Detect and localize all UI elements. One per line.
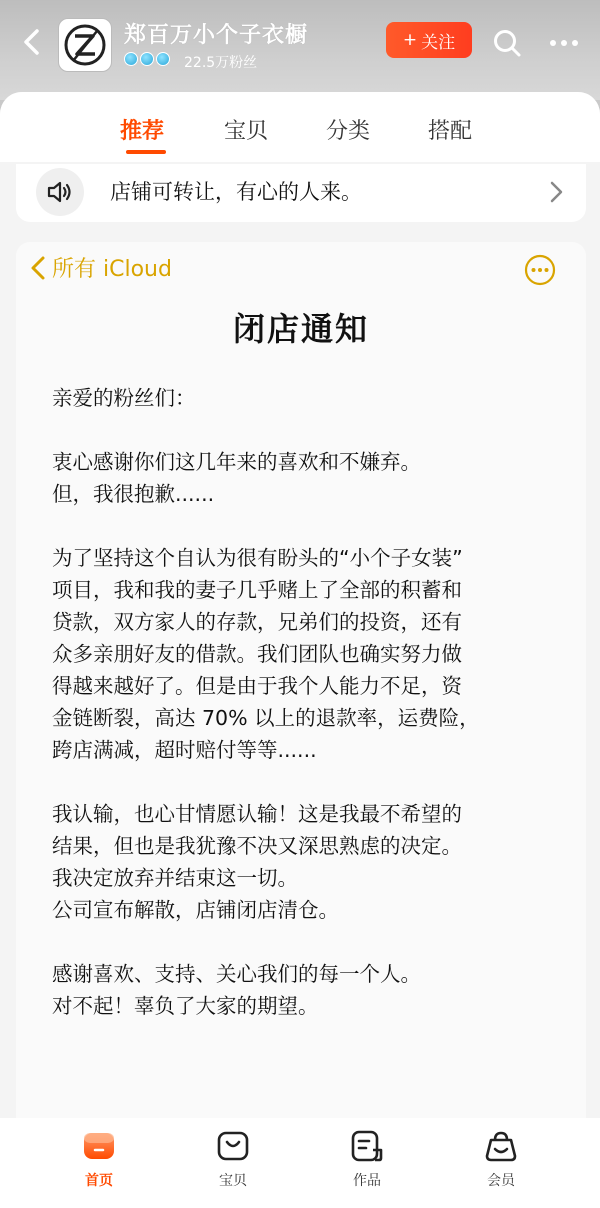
tab-recommend[interactable]: 推荐 <box>120 119 165 144</box>
store-logo[interactable] <box>58 18 112 72</box>
nav-member[interactable] <box>466 1128 536 1190</box>
notice-line: 对不起！辜负了大家的期望。 <box>52 994 319 1018</box>
notice-line: 亲爱的粉丝们： <box>52 386 196 410</box>
notice-line: 结果，但也是我犹豫不决又深思熟虑的决定。 <box>52 834 462 858</box>
notice-line: 感谢喜欢、支持、关心我们的每一个人。 <box>52 962 421 986</box>
follow-button[interactable] <box>386 22 472 58</box>
nav-items-label: 宝贝 <box>219 1173 247 1189</box>
tab-items[interactable]: 宝贝 <box>224 119 269 144</box>
tab-categories[interactable]: 分类 <box>326 119 371 144</box>
notice-line: 项目，我和我的妻子几乎赌上了全部的积蓄和 <box>52 578 462 602</box>
bag-icon <box>215 1128 251 1164</box>
notice-line: 贷款，双方家人的存款，兄弟们的投资，还有 <box>52 610 462 634</box>
notice-line: 为了坚持这个自认为很有盼头的“小个子女装” <box>52 546 463 570</box>
notice-line: 衷心感谢你们这几年来的喜欢和不嫌弃。 <box>52 450 421 474</box>
notice-line: 金链断裂，高达 70% 以上的退款率，运费险， <box>52 706 480 730</box>
store-announcement[interactable] <box>16 164 586 222</box>
notice-line: 我决定放弃并结束这一切。 <box>52 866 298 890</box>
notice-line: 跨店满减，超时赔付等等...... <box>52 738 317 762</box>
crown-badge-icon <box>156 52 170 66</box>
store-level-badges <box>124 52 170 66</box>
tab-outfits[interactable]: 搭配 <box>428 119 473 144</box>
more-icon[interactable] <box>548 28 580 58</box>
nav-works[interactable] <box>332 1128 402 1190</box>
store-header <box>0 0 600 100</box>
nav-items[interactable] <box>198 1128 268 1190</box>
home-icon <box>81 1128 117 1164</box>
notice-body <box>52 382 552 1022</box>
announcement-text: 店铺可转让，有心的人来。 <box>110 180 362 204</box>
nav-home[interactable] <box>64 1128 134 1190</box>
icloud-back-link <box>30 252 172 283</box>
bottom-navigation <box>0 1118 600 1208</box>
notice-line: 公司宣布解散，店铺闭店清仓。 <box>52 898 339 922</box>
store-name[interactable]: 郑百万小个子衣橱 <box>124 23 309 48</box>
store-logo-icon <box>63 23 107 67</box>
speaker-icon <box>36 168 84 216</box>
back-button[interactable] <box>14 22 50 62</box>
member-icon <box>483 1128 519 1164</box>
active-tab-indicator <box>126 150 166 154</box>
crown-badge-icon <box>124 52 138 66</box>
nav-works-label: 作品 <box>353 1173 381 1189</box>
chevron-left-icon <box>21 27 43 57</box>
nav-home-label: 首页 <box>85 1173 113 1189</box>
plus-icon: + <box>402 30 418 50</box>
store-content <box>0 92 600 1208</box>
crown-badge-icon <box>140 52 154 66</box>
notice-line: 得越来越好了。但是由于我个人能力不足，资 <box>52 674 462 698</box>
icloud-back-label: 所有 iCloud <box>52 257 172 282</box>
fans-count: 22.5万粉丝 <box>184 55 258 71</box>
works-icon <box>349 1128 385 1164</box>
notice-line: 但，我很抱歉...... <box>52 482 215 506</box>
chevron-left-icon <box>30 255 46 281</box>
follow-label: 关注 <box>421 32 456 53</box>
closing-notice-image <box>16 242 586 1208</box>
search-icon[interactable] <box>492 28 522 58</box>
notice-line: 众多亲朋好友的借款。我们团队也确实努力做 <box>52 642 462 666</box>
more-circle-icon <box>524 254 556 286</box>
nav-member-label: 会员 <box>487 1173 515 1189</box>
notice-title: 闭店通知 <box>232 310 369 348</box>
chevron-right-icon <box>546 178 566 206</box>
store-tabs <box>0 92 600 162</box>
notice-line: 我认输，也心甘情愿认输！这是我最不希望的 <box>52 802 462 826</box>
